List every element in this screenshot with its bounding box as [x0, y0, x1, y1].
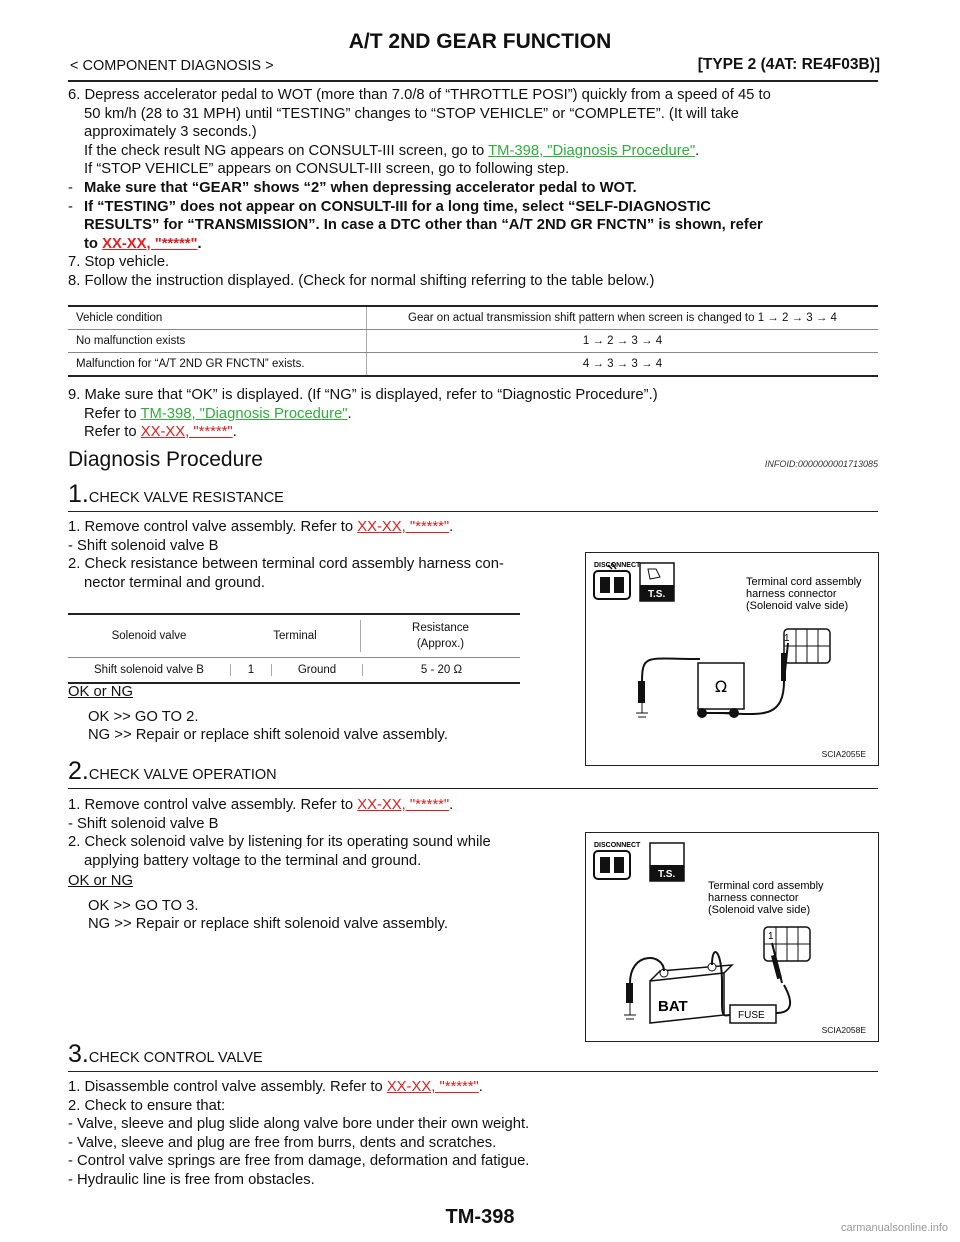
section-label: < COMPONENT DIAGNOSIS >	[70, 58, 274, 74]
step1-result: OK or NG OK >> GO TO 2. NG >> Repair or replace shift solenoid valve assembly.	[68, 684, 448, 744]
step7: 7. Stop vehicle.	[68, 254, 170, 271]
bullet-testing: - If “TESTING” does not appear on CONSULT-III for a long time, select “SELF-DIAGNOSTIC	[68, 198, 711, 215]
diagnosis-procedure-link[interactable]: TM-398, "Diagnosis Procedure"	[488, 142, 696, 159]
svg-text:Terminal cord assembly: Terminal cord assembly	[746, 576, 862, 588]
step2-body: 1. Remove control valve assembly. Refer to XX-XX, "*****". - Shift solenoid valve B 2. Check solenoid valve by listening for its operating sound while applying battery voltage to the terminal and ground.	[68, 797, 491, 869]
page-number: TM-398	[445, 1206, 515, 1228]
step6-line-a: 6. Depress accelerator pedal to WOT (more than 7.0/8 of “THROTTLE POSI”) quickly from a speed of 45 to	[68, 87, 771, 103]
disconnect-icon	[594, 851, 630, 879]
diagnosis-heading: Diagnosis Procedure	[68, 448, 263, 471]
step1-body: 1. Remove control valve assembly. Refer to XX-XX, "*****". - Shift solenoid valve B 2. Check resistance between terminal cord assembly harness con- nector terminal and ground.	[68, 519, 504, 591]
resistance-diagram	[586, 553, 878, 765]
shift-table	[68, 305, 878, 377]
step6-line-d: If the check result NG appears on CONSULT-III screen, go to TM-398, "Diagnosis Procedure".	[84, 142, 700, 159]
svg-text:Ω: Ω	[714, 677, 728, 696]
svg-text:FUSE: FUSE	[738, 1010, 765, 1021]
xx-link-3[interactable]: XX-XX, "*****"	[357, 519, 450, 535]
table-row: No malfunction exists 1 → 2 → 3 → 4	[68, 330, 878, 352]
svg-text:BAT: BAT	[658, 998, 688, 1015]
svg-text:harness connector: harness connector	[708, 892, 799, 904]
svg-text:Terminal cord assembly: Terminal cord assembly	[708, 880, 824, 892]
table-header: Solenoid valve Terminal Resistance (Approx.)	[68, 615, 520, 657]
xx-link-2[interactable]: XX-XX, "*****"	[140, 424, 233, 441]
step9-block: 9. Make sure that “OK” is displayed. (If “NG” is displayed, refer to “Diagnostic Procedure”.) Refer to TM-398, "Diagnosis Procedure". Refer to XX-XX, "*****".	[68, 387, 658, 441]
svg-text:1: 1	[768, 931, 774, 942]
step6-line-e: If “STOP VEHICLE” appears on CONSULT-III screen, go to following step.	[84, 161, 570, 178]
step3-body: 1. Disassemble control valve assembly. Refer to XX-XX, "*****". 2. Check to ensure that: - Valve, sleeve and plug slide along valve bore under their own weight. - Valve, sleeve and plug are free from burrs, dents and scratches. - Control valve springs are free from damage, deformation and fatigue. - Hydraulic line is free from obstacles.	[68, 1079, 530, 1188]
step2-header: 2.CHECK VALVE OPERATION	[68, 757, 878, 789]
resistance-table	[68, 613, 520, 684]
step2-result: OK or NG OK >> GO TO 3. NG >> Repair or replace shift solenoid valve assembly.	[68, 873, 448, 933]
header-rule	[68, 80, 878, 82]
svg-text:harness connector: harness connector	[746, 588, 837, 600]
step6-line-b: 50 km/h (28 to 31 MPH) until “TESTING” changes to “STOP VEHICLE” or “COMPLETE”. (It will take	[84, 105, 739, 122]
bullet-testing-b: RESULTS” for “TRANSMISSION”. In case a DTC other than “A/T 2ND GR FNCTN” is shown, refer	[84, 217, 763, 234]
xx-link-4[interactable]: XX-XX, "*****"	[357, 797, 450, 813]
figure-code: SCIA2058E	[821, 1025, 866, 1035]
figure-resistance-check	[585, 552, 879, 766]
intro-block	[68, 86, 888, 291]
svg-text:T.S.: T.S.	[648, 589, 666, 600]
bullet-testing-c: to XX-XX, "*****".	[84, 235, 202, 252]
battery-icon	[650, 963, 732, 1023]
figure-operation-check	[585, 832, 879, 1042]
type-label: [TYPE 2 (4AT: RE4F03B)]	[697, 56, 880, 73]
table-header: Vehicle condition Gear on actual transmission shift pattern when screen is changed to 1 → 2 → 3 → 4	[68, 307, 878, 329]
svg-text:DISCONNECT: DISCONNECT	[594, 842, 641, 849]
table-row: Malfunction for “A/T 2ND GR FNCTN” exists. 4 → 3 → 3 → 4	[68, 353, 878, 375]
ts-icon	[640, 563, 674, 601]
info-id: INFOID:0000000001713085	[764, 459, 878, 469]
svg-text:T.S.: T.S.	[658, 869, 676, 880]
svg-text:1: 1	[784, 633, 790, 644]
figure-code: SCIA2055E	[821, 749, 866, 759]
connector-icon	[784, 629, 830, 663]
step8: 8. Follow the instruction displayed. (Check for normal shifting referring to the table below.)	[68, 272, 655, 289]
battery-diagram	[586, 833, 878, 1041]
diagnosis-procedure-link-2[interactable]: TM-398, "Diagnosis Procedure"	[140, 405, 348, 422]
page-title: A/T 2ND GEAR FUNCTION	[348, 30, 612, 53]
table-row: Shift solenoid valve B 1 Ground 5 - 20 Ω	[68, 658, 520, 682]
xx-link-1[interactable]: XX-XX, "*****"	[102, 235, 198, 252]
svg-text:(Solenoid valve side): (Solenoid valve side)	[746, 600, 849, 612]
step3-header: 3.CHECK CONTROL VALVE	[68, 1040, 878, 1072]
xx-link-5[interactable]: XX-XX, "*****"	[386, 1079, 479, 1095]
step6-line-c: approximately 3 seconds.)	[84, 124, 257, 141]
watermark: carmanualsonline.info	[840, 1222, 948, 1234]
svg-text:DISCONNECT: DISCONNECT	[594, 562, 641, 569]
ts-icon	[650, 843, 684, 881]
step1-header: 1.CHECK VALVE RESISTANCE	[68, 480, 878, 512]
bullet-gear: - Make sure that “GEAR” shows “2” when depressing accelerator pedal to WOT.	[68, 179, 637, 196]
svg-text:(Solenoid valve side): (Solenoid valve side)	[708, 904, 811, 916]
